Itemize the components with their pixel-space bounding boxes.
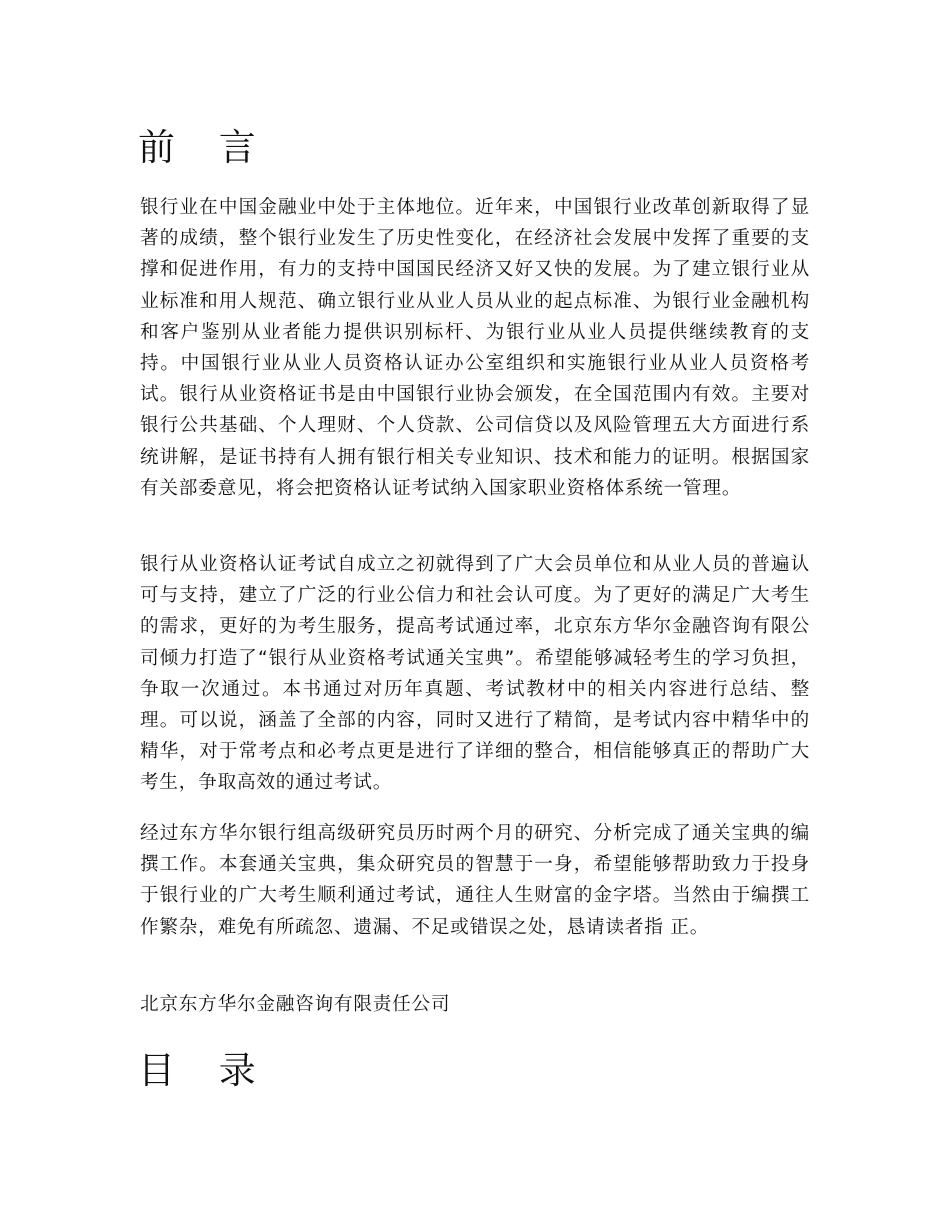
company-signature: 北京东方华尔金融咨询有限责任公司 [140,994,451,1015]
preface-paragraph-3: 经过东方华尔银行组高级研究员历时两个月的研究、分析完成了通关宝典的编撰工作。本套通关宝典，集众研究员的智慧于一身，希望能够帮助致力于投身于银行业的广大考生顺利通过考试，通往人生财富的金字塔。当然由于编撰工作繁杂，难免有所疏忽、遗漏、不足或错误之处，恳请读者指 正。 [140,823,810,938]
table-of-contents-heading: 目 录 [138,1049,272,1092]
preface-heading: 前 言 [138,126,272,169]
preface-paragraph-2: 银行从业资格认证考试自成立之初就得到了广大会员单位和从业人员的普遍认可与支持，建立了广泛的行业公信力和社会认可度。为了更好的满足广大考生的需求，更好的为考生服务，提高考试通过率，北京东方华尔金融咨询有限公司倾力打造了“银行从业资格考试通关宝典”。希望能够减轻考生的学习负担，争取一次通过。本书通过对历年真题、考试教材中的相关内容进行总结、整理。可以说，涵盖了全部的内容，同时又进行了精简，是考试内容中精华中的精华，对于常考点和必考点更是进行了详细的整合，相信能够真正的帮助广大考生，争取高效的通过考试。 [140,554,810,794]
preface-paragraph-1: 银行业在中国金融业中处于主体地位。近年来，中国银行业改革创新取得了显著的成绩，整个银行业发生了历史性变化，在经济社会发展中发挥了重要的支撑和促进作用，有力的支持中国国民经济又好又快的发展。为了建立银行业从业标准和用人规范、确立银行业从业人员从业的起点标准、为银行业金融机构和客户鉴别从业者能力提供识别标杆、为银行业从业人员提供继续教育的支持。中国银行业从业人员资格认证办公室组织和实施银行业从业人员资格考试。银行从业资格证书是由中国银行业协会颁发，在全国范围内有效。主要对银行公共基础、个人理财、个人贷款、公司信贷以及风险管理五大方面进行系统讲解，是证书持有人拥有银行相关专业知识、技术和能力的证明。根据国家有关部委意见，将会把资格认证考试纳入国家职业资格体系统一管理。 [140,197,810,499]
